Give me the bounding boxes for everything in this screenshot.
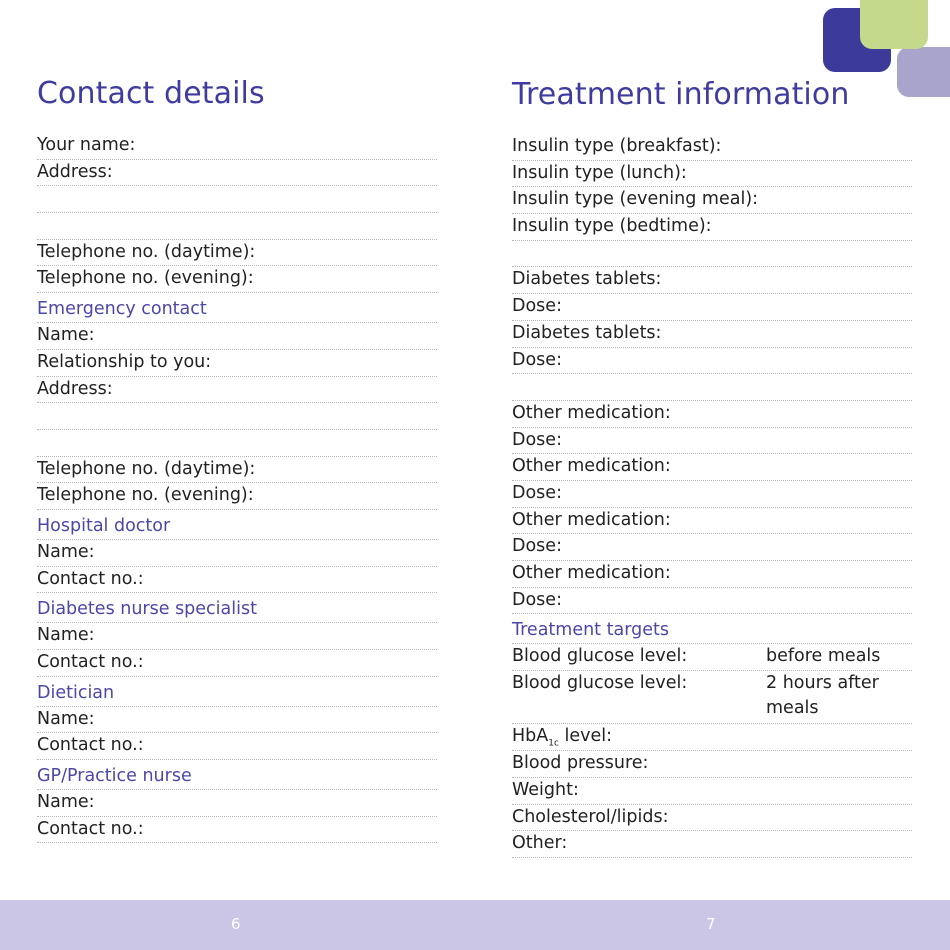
blank-line[interactable] (512, 374, 912, 401)
hospital-doctor-contact-field[interactable]: Contact no.: (37, 567, 437, 594)
blood-glucose-label: Blood glucose level: (512, 646, 688, 667)
blood-glucose-label: Blood glucose level: (512, 673, 688, 694)
emergency-address-field[interactable]: Address: (37, 377, 437, 404)
blank-line[interactable] (512, 241, 912, 268)
address-line-3[interactable] (37, 213, 437, 240)
emergency-contact-heading: Emergency contact (37, 293, 437, 323)
other-medication-field[interactable]: Other medication: (512, 454, 912, 481)
hospital-doctor-heading: Hospital doctor (37, 510, 437, 540)
treatment-information-title: Treatment information (512, 77, 850, 112)
address-field[interactable]: Address: (37, 160, 437, 187)
before-meals-label: before meals (766, 646, 881, 667)
dose-field[interactable]: Dose: (512, 348, 912, 375)
your-name-field[interactable]: Your name: (37, 133, 437, 160)
dose-field[interactable]: Dose: (512, 534, 912, 561)
contact-details-form (37, 133, 437, 843)
other-medication-field[interactable]: Other medication: (512, 508, 912, 535)
emergency-telephone-daytime-field[interactable]: Telephone no. (daytime): (37, 457, 437, 484)
diabetes-tablets-field[interactable]: Diabetes tablets: (512, 267, 912, 294)
decorative-square-green (860, 0, 928, 49)
dose-field[interactable]: Dose: (512, 481, 912, 508)
insulin-lunch-field[interactable]: Insulin type (lunch): (512, 161, 912, 188)
treatment-targets-heading: Treatment targets (512, 614, 912, 644)
insulin-breakfast-field[interactable]: Insulin type (breakfast): (512, 134, 912, 161)
hba1c-level-field[interactable] (512, 724, 912, 751)
emergency-name-field[interactable]: Name: (37, 323, 437, 350)
diabetes-tablets-field[interactable]: Diabetes tablets: (512, 321, 912, 348)
emergency-address-line-3[interactable] (37, 430, 437, 457)
emergency-telephone-evening-field[interactable]: Telephone no. (evening): (37, 483, 437, 510)
dietician-contact-field[interactable]: Contact no.: (37, 733, 437, 760)
gp-practice-nurse-heading: GP/Practice nurse (37, 760, 437, 790)
hba1c-prefix: HbA (512, 726, 549, 747)
other-field[interactable]: Other: (512, 831, 912, 858)
dose-field[interactable]: Dose: (512, 588, 912, 615)
other-medication-field[interactable]: Other medication: (512, 401, 912, 428)
decorative-square-lavender (897, 47, 950, 97)
diabetes-nurse-name-field[interactable]: Name: (37, 623, 437, 650)
relationship-field[interactable]: Relationship to you: (37, 350, 437, 377)
gp-name-field[interactable]: Name: (37, 790, 437, 817)
hba1c-suffix: level: (558, 726, 613, 747)
treatment-information-form (512, 134, 912, 858)
insulin-evening-field[interactable]: Insulin type (evening meal): (512, 187, 912, 214)
hospital-doctor-name-field[interactable]: Name: (37, 540, 437, 567)
dose-field[interactable]: Dose: (512, 294, 912, 321)
dietician-name-field[interactable]: Name: (37, 707, 437, 734)
emergency-address-line-2[interactable] (37, 403, 437, 430)
dietician-heading: Dietician (37, 677, 437, 707)
after-meals-label: 2 hours after meals (766, 673, 879, 719)
contact-details-title: Contact details (37, 76, 265, 111)
insulin-bedtime-field[interactable]: Insulin type (bedtime): (512, 214, 912, 241)
telephone-evening-field[interactable]: Telephone no. (evening): (37, 266, 437, 293)
blood-glucose-after-meals-field[interactable] (512, 671, 912, 724)
dose-field[interactable]: Dose: (512, 428, 912, 455)
diabetes-nurse-contact-field[interactable]: Contact no.: (37, 650, 437, 677)
blood-pressure-field[interactable]: Blood pressure: (512, 751, 912, 778)
blood-glucose-before-meals-field[interactable] (512, 644, 912, 671)
diabetes-nurse-heading: Diabetes nurse specialist (37, 593, 437, 623)
other-medication-field[interactable]: Other medication: (512, 561, 912, 588)
weight-field[interactable]: Weight: (512, 778, 912, 805)
page-footer (0, 900, 950, 950)
page-number-left: 6 (231, 915, 241, 933)
hba1c-subscript: 1c (548, 738, 559, 749)
telephone-daytime-field[interactable]: Telephone no. (daytime): (37, 240, 437, 267)
cholesterol-field[interactable]: Cholesterol/lipids: (512, 805, 912, 832)
gp-contact-field[interactable]: Contact no.: (37, 817, 437, 844)
address-line-2[interactable] (37, 186, 437, 213)
page-number-right: 7 (706, 915, 716, 933)
